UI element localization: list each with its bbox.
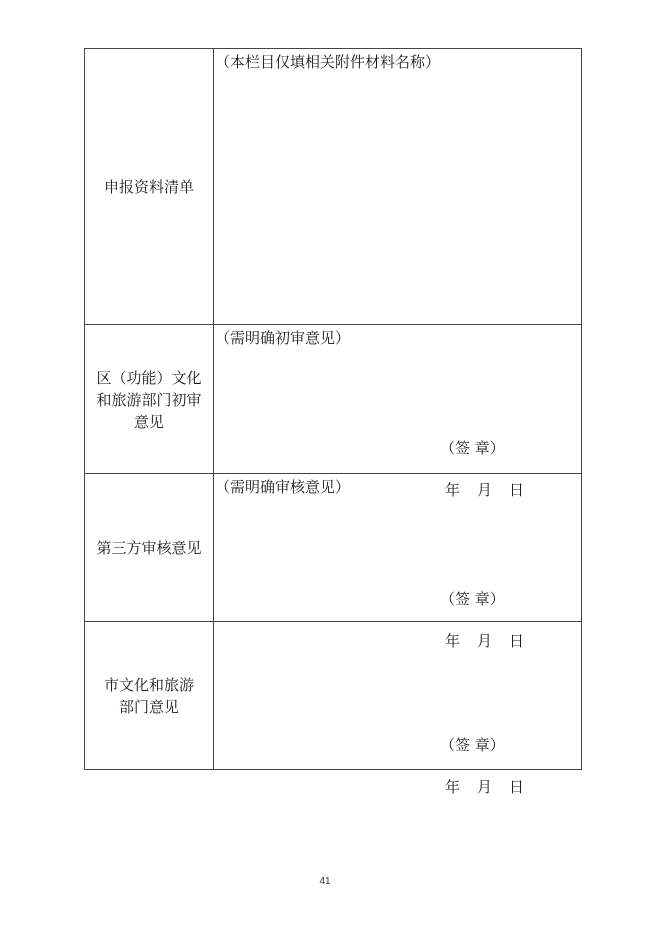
third-party-opinion-row bbox=[85, 473, 581, 650]
district-day: 日 bbox=[509, 481, 525, 499]
third-party-label: 第三方审核意见 bbox=[96, 539, 202, 557]
city-opinion-row bbox=[85, 621, 581, 796]
city-label-line1: 市文化和旅游 bbox=[103, 675, 194, 694]
materials-label: 申报资料清单 bbox=[103, 178, 194, 196]
third-party-hint: （需明确审核意见） bbox=[215, 478, 351, 496]
district-year: 年 bbox=[445, 481, 461, 499]
district-label-line3: 意见 bbox=[133, 412, 164, 431]
city-content-cell bbox=[215, 622, 581, 796]
city-date-line bbox=[445, 776, 524, 797]
city-day: 日 bbox=[509, 778, 525, 796]
third-party-month: 月 bbox=[477, 632, 493, 650]
third-party-year: 年 bbox=[445, 632, 461, 650]
city-label-line2: 部门意见 bbox=[118, 697, 179, 716]
third-party-seal-label: （签 章） bbox=[440, 590, 505, 608]
district-label-cell bbox=[85, 325, 214, 474]
third-party-day: 日 bbox=[509, 632, 525, 650]
page-number: 41 bbox=[319, 876, 331, 887]
materials-row bbox=[85, 49, 581, 325]
third-party-content-cell bbox=[215, 474, 581, 650]
materials-content-cell bbox=[215, 49, 581, 325]
district-label-line1: 区（功能）文化 bbox=[96, 368, 202, 387]
city-seal-label: （签 章） bbox=[440, 736, 505, 754]
district-hint: （需明确初审意见） bbox=[215, 329, 351, 347]
district-label-line2: 和旅游部门初审 bbox=[96, 390, 202, 409]
application-form-table bbox=[84, 48, 582, 796]
third-party-label-cell bbox=[85, 474, 214, 622]
district-seal-label: （签 章） bbox=[440, 439, 505, 457]
materials-hint: （本栏目仅填相关附件材料名称） bbox=[215, 53, 441, 71]
city-label-cell bbox=[85, 622, 214, 769]
city-month: 月 bbox=[477, 778, 493, 796]
district-month: 月 bbox=[477, 481, 493, 499]
materials-label-cell bbox=[85, 49, 214, 325]
city-year: 年 bbox=[445, 778, 461, 796]
